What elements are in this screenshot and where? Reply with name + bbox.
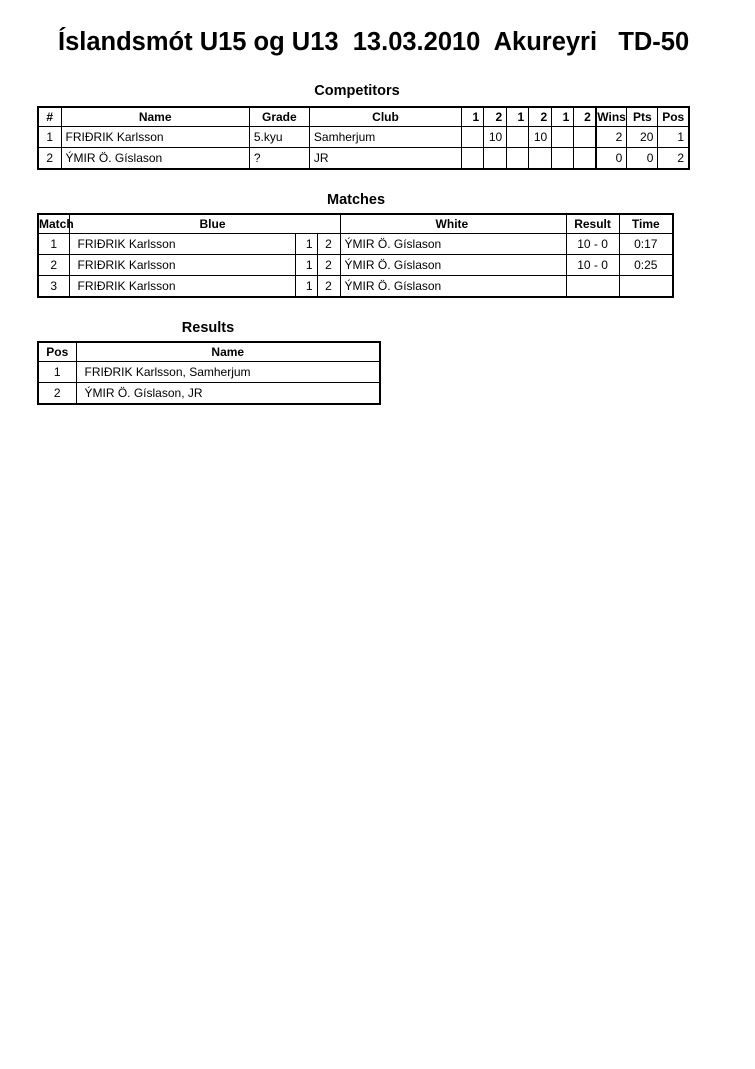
match-num: 1 [38, 234, 69, 255]
white-num: 2 [317, 276, 340, 298]
matches-header-row [38, 214, 673, 234]
competitor-club: Samherjum [309, 127, 461, 148]
blue-num: 1 [295, 234, 317, 255]
score-cell [574, 127, 596, 148]
score-cell [552, 148, 574, 170]
match-time: 0:17 [619, 234, 673, 255]
score-cell [529, 148, 552, 170]
competitors-table [37, 106, 690, 170]
table-row [38, 276, 673, 298]
competitor-wins: 0 [596, 148, 627, 170]
col-num: # [38, 107, 61, 127]
table-row [38, 383, 380, 405]
score-cell [552, 127, 574, 148]
matches-table [37, 213, 674, 298]
competitor-wins: 2 [596, 127, 627, 148]
match-num: 2 [38, 255, 69, 276]
score-cell [507, 127, 529, 148]
col-grade: Grade [249, 107, 309, 127]
competitor-num: 1 [38, 127, 61, 148]
table-row [38, 148, 689, 170]
competitors-heading: Competitors [314, 83, 400, 99]
blue-num: 1 [295, 255, 317, 276]
score-cell: 10 [484, 127, 507, 148]
result-pos: 1 [38, 362, 76, 383]
blue-num: 1 [295, 276, 317, 298]
result-pos: 2 [38, 383, 76, 405]
table-row [38, 234, 673, 255]
col-white: White [340, 214, 566, 234]
match-num: 3 [38, 276, 69, 298]
result-name: FRIÐRIK Karlsson, Samherjum [76, 362, 380, 383]
col-score: 1 [507, 107, 529, 127]
competitor-grade: ? [249, 148, 309, 170]
table-row [38, 127, 689, 148]
competitor-pos: 1 [658, 127, 689, 148]
match-result [566, 276, 619, 298]
col-blue: Blue [69, 214, 340, 234]
score-cell [574, 148, 596, 170]
white-num: 2 [317, 255, 340, 276]
score-cell: 10 [529, 127, 552, 148]
results-header-row [38, 342, 380, 362]
matches-heading: Matches [326, 192, 386, 208]
col-time: Time [619, 214, 673, 234]
col-score: 1 [552, 107, 574, 127]
competitor-club: JR [309, 148, 461, 170]
col-name: Name [61, 107, 249, 127]
white-num: 2 [317, 234, 340, 255]
score-cell [462, 127, 484, 148]
score-cell [484, 148, 507, 170]
competitor-pts: 0 [627, 148, 658, 170]
col-score: 2 [574, 107, 596, 127]
results-table [37, 341, 381, 405]
competitor-name: FRIÐRIK Karlsson [61, 127, 249, 148]
page-title: Íslandsmót U15 og U13 13.03.2010 Akureyri TD-50 [58, 28, 690, 56]
col-pos: Pos [38, 342, 76, 362]
table-row [38, 362, 380, 383]
col-name: Name [76, 342, 380, 362]
white-name: ÝMIR Ö. Gíslason [340, 255, 566, 276]
results-heading: Results [181, 320, 235, 336]
match-time: 0:25 [619, 255, 673, 276]
competitor-grade: 5.kyu [249, 127, 309, 148]
white-name: ÝMIR Ö. Gíslason [340, 276, 566, 298]
col-pos: Pos [658, 107, 689, 127]
result-name: ÝMIR Ö. Gíslason, JR [76, 383, 380, 405]
blue-name: FRIÐRIK Karlsson [69, 276, 295, 298]
score-cell [507, 148, 529, 170]
match-time [619, 276, 673, 298]
white-name: ÝMIR Ö. Gíslason [340, 234, 566, 255]
col-score: 2 [529, 107, 552, 127]
col-wins: Wins [596, 107, 627, 127]
col-club: Club [309, 107, 461, 127]
competitor-pts: 20 [627, 127, 658, 148]
col-score: 2 [484, 107, 507, 127]
competitor-pos: 2 [658, 148, 689, 170]
blue-name: FRIÐRIK Karlsson [69, 255, 295, 276]
col-pts: Pts [627, 107, 658, 127]
col-match: Match [38, 214, 69, 234]
score-cell [462, 148, 484, 170]
competitor-name: ÝMIR Ö. Gíslason [61, 148, 249, 170]
table-row [38, 255, 673, 276]
col-score: 1 [462, 107, 484, 127]
match-result: 10 - 0 [566, 255, 619, 276]
col-result: Result [566, 214, 619, 234]
blue-name: FRIÐRIK Karlsson [69, 234, 295, 255]
competitor-num: 2 [38, 148, 61, 170]
match-result: 10 - 0 [566, 234, 619, 255]
competitors-header-row [38, 107, 689, 127]
